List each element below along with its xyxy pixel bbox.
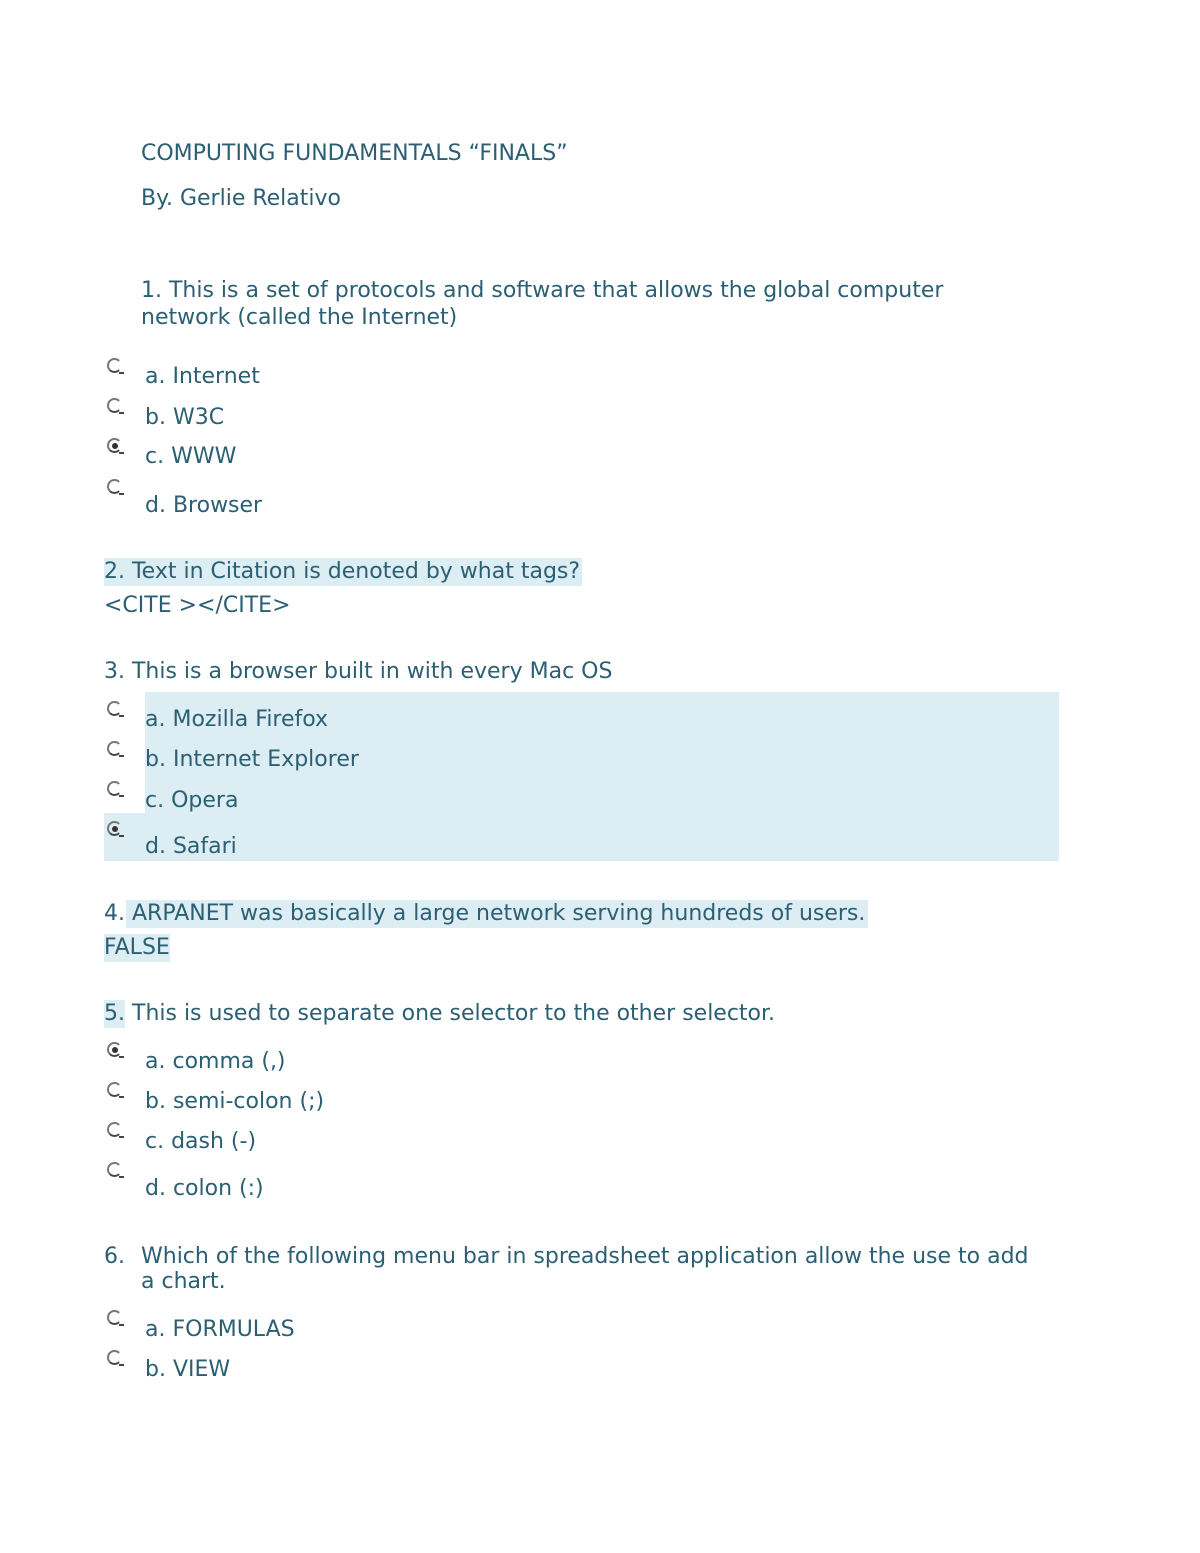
- question-6-number: 6.: [104, 1244, 125, 1269]
- q3-option-b-radio[interactable]: [107, 741, 122, 756]
- q6-option-b-radio[interactable]: [107, 1350, 122, 1365]
- question-5-text: This is used to separate one selector to the other selector.: [132, 1001, 776, 1026]
- q1-option-a-label: a. Internet: [145, 364, 260, 389]
- question-1-line-2: network (called the Internet): [141, 305, 458, 330]
- q5-option-c-label: c. dash (-): [145, 1129, 257, 1154]
- q6-option-a-label: a. FORMULAS: [145, 1317, 295, 1342]
- q5-option-b-label: b. semi-colon (;): [145, 1089, 325, 1114]
- q5-option-b-radio[interactable]: [107, 1082, 122, 1097]
- question-2-text: 2. Text in Citation is denoted by what tags?: [104, 559, 581, 584]
- q5-option-a-radio[interactable]: [107, 1042, 122, 1057]
- question-2-answer: <CITE ></CITE>: [104, 593, 291, 618]
- q1-option-c-radio[interactable]: [107, 438, 122, 453]
- q5-option-c-radio[interactable]: [107, 1122, 122, 1137]
- question-5-number: 5.: [104, 1001, 125, 1026]
- q1-option-d-label: d. Browser: [145, 493, 263, 518]
- q5-option-d-radio[interactable]: [107, 1162, 122, 1177]
- q1-option-b-radio[interactable]: [107, 398, 122, 413]
- question-4-text: ARPANET was basically a large network serving hundreds of users.: [126, 900, 868, 928]
- q5-option-a-label: a. comma (,): [145, 1049, 286, 1074]
- question-3-text: 3. This is a browser built in with every Mac OS: [104, 659, 613, 684]
- author-line: By. Gerlie Relativo: [141, 186, 341, 211]
- q6-option-a-radio[interactable]: [107, 1310, 122, 1325]
- q3-option-c-radio[interactable]: [107, 781, 122, 796]
- question-4-number: 4.: [104, 901, 125, 926]
- question-6-line-1: Which of the following menu bar in spreadsheet application allow the use to add: [141, 1244, 1029, 1269]
- q1-option-b-label: b. W3C: [145, 405, 225, 430]
- q3-option-a-label: a. Mozilla Firefox: [145, 707, 329, 732]
- q3-option-a-radio[interactable]: [107, 701, 122, 716]
- q1-option-d-radio[interactable]: [107, 479, 122, 494]
- q3-option-b-label: b. Internet Explorer: [145, 747, 359, 772]
- question-4-answer: FALSE: [104, 935, 170, 960]
- document-title: COMPUTING FUNDAMENTALS “FINALS”: [141, 141, 568, 166]
- q3-options-highlight-tail: [104, 813, 146, 861]
- q3-option-c-label: c. Opera: [145, 788, 239, 813]
- q5-option-d-label: d. colon (:): [145, 1176, 264, 1201]
- question-1-line-1: 1. This is a set of protocols and software that allows the global computer: [141, 278, 944, 303]
- q1-option-c-label: c. WWW: [145, 444, 237, 469]
- q3-option-d-label: d. Safari: [145, 834, 237, 859]
- q6-option-b-label: b. VIEW: [145, 1357, 231, 1382]
- question-6-line-2: a chart.: [141, 1269, 226, 1294]
- q1-option-a-radio[interactable]: [107, 358, 122, 373]
- q3-option-d-radio[interactable]: [107, 821, 122, 836]
